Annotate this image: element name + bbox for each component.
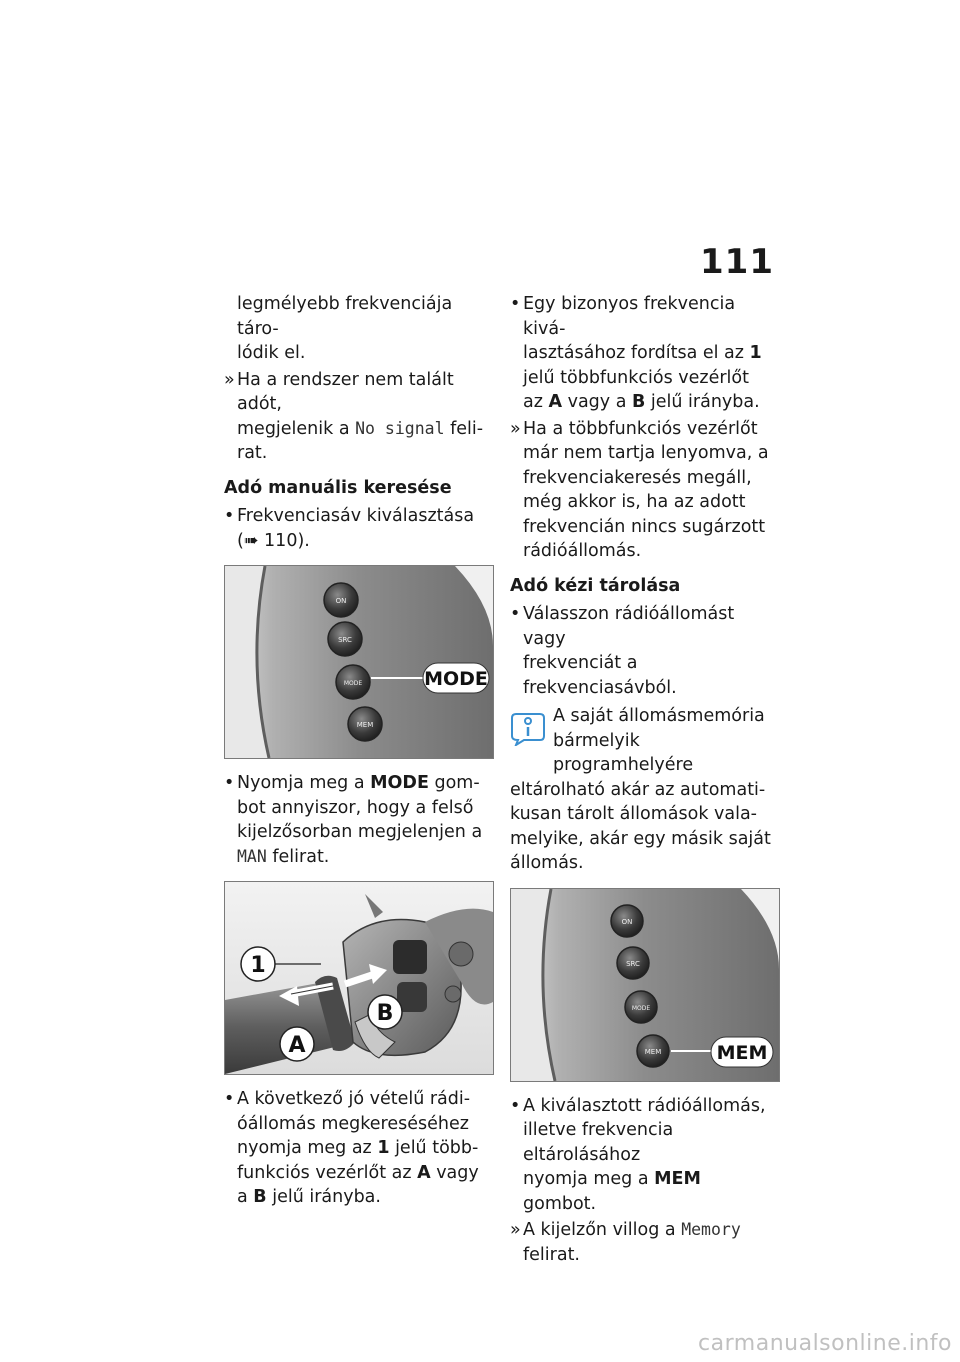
text-line: A következő jó vételű rádi-	[237, 1089, 471, 1109]
text-line: bármelyik programhelyére	[553, 730, 694, 775]
section-heading-manual-store: Adó kézi tárolása	[510, 575, 681, 596]
button-label-src: SRC	[626, 959, 640, 968]
callout-label-mode: MODE	[424, 668, 488, 690]
button-label-mode: MODE	[631, 1004, 651, 1012]
bullet-mark: •	[510, 1095, 521, 1116]
direction-b: B	[253, 1187, 267, 1207]
info-note	[510, 704, 778, 876]
result-mark: »	[510, 1220, 521, 1240]
bullet-mark: •	[224, 1089, 235, 1109]
text-line: funkciós vezérlőt az	[237, 1162, 418, 1183]
direction-a: A	[417, 1162, 431, 1183]
button-name-mem: MEM	[654, 1169, 701, 1189]
control-id-1: 1	[377, 1138, 390, 1158]
info-icon	[510, 710, 546, 746]
text-line: jelű több-	[389, 1138, 479, 1158]
text-line: felirat.	[266, 846, 330, 867]
figure-mode-button	[224, 565, 494, 759]
text-line: lódik el.	[237, 343, 306, 363]
bullet-item	[224, 1087, 492, 1210]
button-label-mode: MODE	[343, 680, 363, 687]
text-line: vagy	[430, 1162, 479, 1183]
text-line: Válasszon rádióállomást vagy	[523, 604, 735, 649]
text-line: eltárolható akár az automati-	[510, 779, 766, 800]
text-line: lasztásához fordítsa el az	[523, 343, 750, 363]
button-label-on: ON	[621, 917, 633, 926]
figure-handlebar-control	[224, 881, 494, 1075]
button-label-on: ON	[335, 597, 347, 605]
right-column	[510, 292, 778, 1269]
display-text-no-signal: No signal	[355, 418, 445, 438]
bullet-mark: •	[510, 294, 521, 314]
text-line: Egy bizonyos frekvencia kivá-	[523, 294, 736, 339]
bullet-mark: •	[224, 506, 235, 526]
text-line: kijelzősorban megjelenjen a	[237, 822, 483, 842]
figure-handlebar-illustration	[225, 882, 493, 1074]
text-line: jelű irányba.	[645, 392, 760, 412]
text-line: már nem tartja lenyomva, a	[523, 443, 769, 463]
paragraph-continuation	[224, 292, 492, 366]
text-line: kusan tárolt állomások vala-	[510, 804, 757, 824]
text-line: jelű többfunkciós vezérlőt	[523, 367, 749, 388]
figure-mode-illustration	[225, 566, 493, 758]
bullet-item	[224, 771, 492, 869]
text-line: gombot.	[523, 1193, 597, 1214]
bullet-item	[224, 504, 492, 553]
text-line: rádióállomás.	[523, 541, 642, 561]
text-line: Ha a rendszer nem talált adót,	[237, 369, 454, 414]
control-id-1: 1	[749, 343, 762, 363]
bullet-mark: •	[510, 604, 521, 624]
text-line: legmélyebb frekvenciája táro-	[237, 294, 453, 339]
text-line: nyomja meg az	[237, 1138, 378, 1158]
bullet-item	[510, 1094, 778, 1217]
text-line: frekvenciakeresés megáll,	[523, 467, 752, 488]
text-line: A kijelzőn villog a	[523, 1220, 682, 1240]
figure-mem-illustration	[511, 889, 779, 1081]
figure-mem-button	[510, 888, 780, 1082]
result-item	[510, 417, 778, 564]
button-label-src: SRC	[338, 636, 352, 644]
text-line: illetve frekvencia eltárolásához	[523, 1120, 674, 1165]
text-line: óállomás megkereséséhez	[237, 1113, 469, 1134]
text-line: Frekvenciasáv kiválasztása	[237, 506, 475, 526]
text-line: frekvenciát a frekvenciasávból.	[523, 653, 677, 698]
button-name-mode: MODE	[370, 773, 429, 793]
button-label-mem: MEM	[356, 721, 374, 729]
text-line: a	[237, 1187, 254, 1207]
text-line: jelű irányba.	[266, 1187, 381, 1207]
text-line: A kiválasztott rádióállomás,	[523, 1095, 766, 1116]
callout-label-1: 1	[250, 953, 266, 978]
direction-b: B	[632, 392, 646, 412]
text-line: Nyomja meg a	[237, 773, 371, 793]
callout-label-mem: MEM	[716, 1041, 768, 1064]
text-line: A saját állomásmemória	[553, 706, 765, 726]
bullet-item	[510, 292, 778, 415]
page-reference: (➠ 110).	[237, 530, 310, 551]
text-line: az	[523, 392, 549, 412]
text-line: Ha a többfunkciós vezérlőt	[523, 418, 758, 439]
text-line: gom-	[428, 773, 480, 793]
text-line: rat.	[237, 443, 268, 463]
page-number: 111	[700, 242, 774, 282]
display-text-memory: Memory	[681, 1220, 741, 1239]
bullet-item	[510, 602, 778, 700]
text-line: vagy a	[562, 392, 632, 412]
callout-label-a: A	[288, 1033, 306, 1058]
text-line: melyike, akár egy másik saját	[510, 828, 771, 849]
text-line: nyomja meg a	[523, 1169, 655, 1189]
watermark: carmanualsonline.info	[698, 1331, 952, 1356]
result-item	[224, 368, 492, 466]
section-heading-manual-search: Adó manuális keresése	[224, 477, 452, 498]
display-text-man: MAN	[237, 846, 267, 866]
left-column	[224, 292, 492, 1212]
text-line: megjelenik a	[237, 418, 356, 439]
result-mark: »	[510, 418, 521, 439]
direction-a: A	[548, 392, 563, 412]
text-line: állomás.	[510, 853, 584, 873]
text-line: bot annyiszor, hogy a felső	[237, 797, 474, 818]
bullet-mark: •	[224, 773, 235, 793]
result-item	[510, 1218, 778, 1267]
result-mark: »	[224, 369, 235, 390]
text-line: feli-	[444, 418, 484, 439]
text-line: még akkor is, ha az adott	[523, 492, 746, 512]
callout-label-b: B	[376, 1001, 394, 1026]
button-label-mem: MEM	[644, 1047, 662, 1056]
text-line: felirat.	[523, 1244, 580, 1265]
text-line: frekvencián nincs sugárzott	[523, 516, 766, 537]
